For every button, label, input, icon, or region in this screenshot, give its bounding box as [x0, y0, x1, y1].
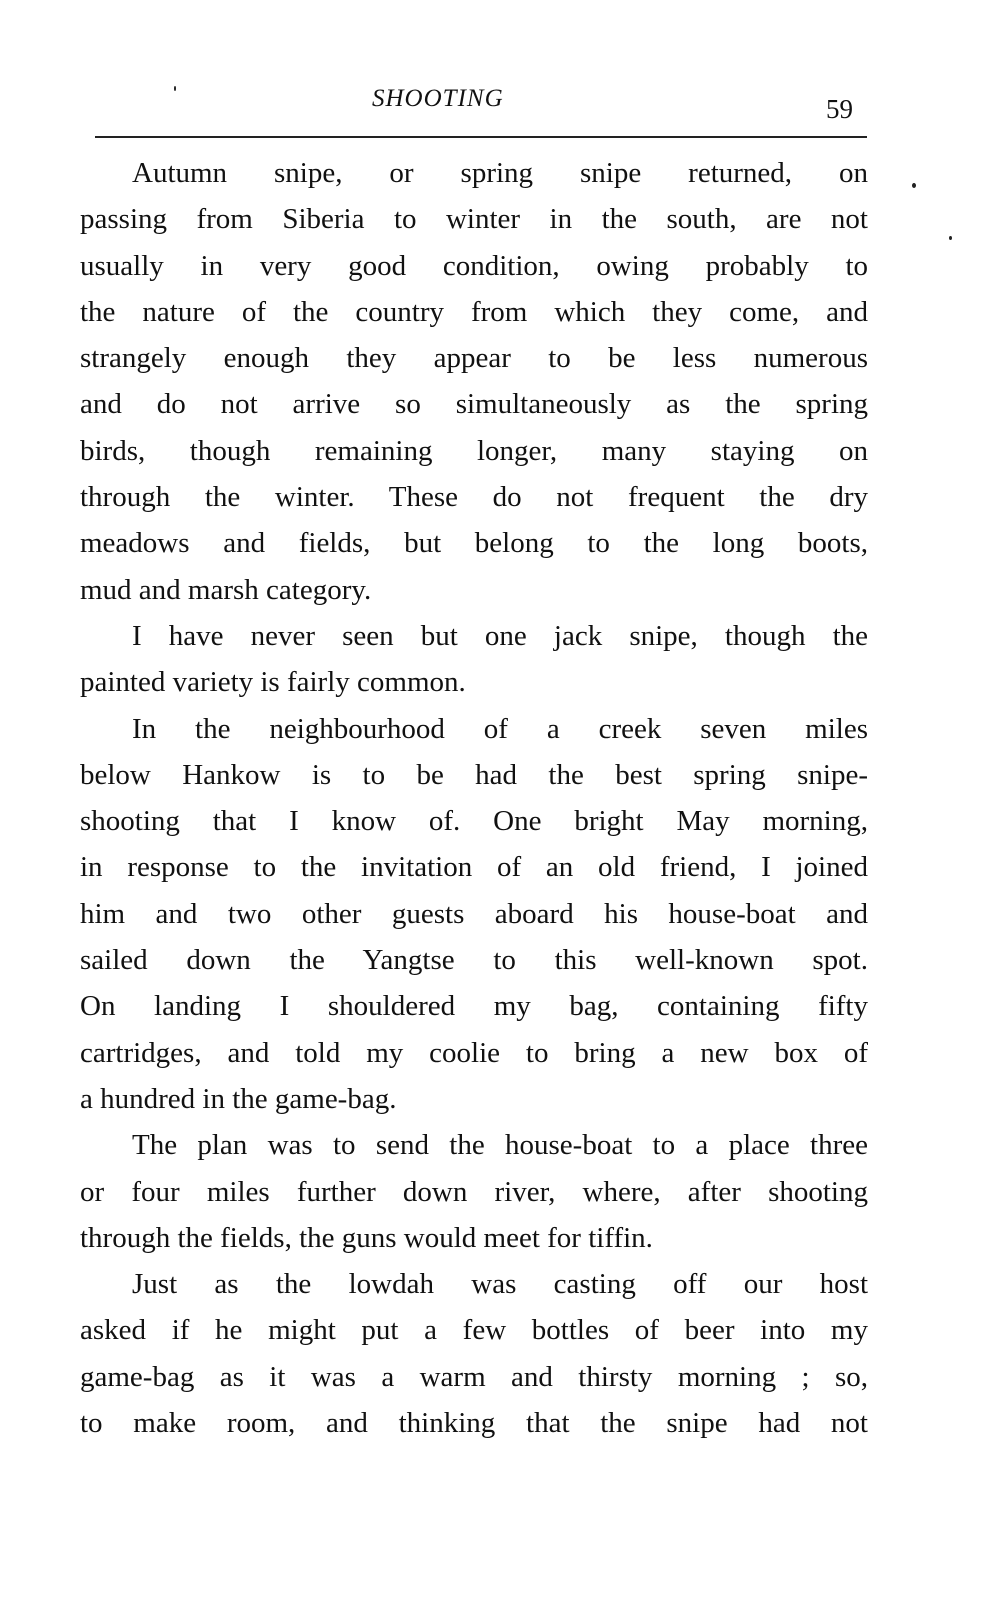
text-line: I have never seen but one jack snipe, though the — [132, 619, 868, 652]
text-line: mud and marsh category. — [80, 573, 372, 606]
paragraph — [80, 150, 868, 613]
page-number: 59 — [826, 94, 853, 124]
text-line: Just as the lowdah was casting off our host — [132, 1268, 868, 1301]
text-line: through the winter. These do not frequent the dry — [80, 481, 868, 514]
text-line: cartridges, and told my coolie to bring a new box of — [80, 1036, 868, 1069]
body-text — [80, 150, 868, 1446]
paragraph — [80, 1261, 868, 1446]
text-line: In the neighbourhood of a creek seven miles — [132, 712, 868, 745]
text-line: in response to the invitation of an old friend, I joined — [80, 851, 868, 884]
paragraph — [80, 613, 868, 706]
print-speck — [949, 236, 952, 240]
text-line: him and two other guests aboard his house-boat and — [80, 897, 868, 930]
text-line: to make room, and thinking that the snipe had not — [80, 1407, 868, 1440]
text-line: the nature of the country from which they come, and — [80, 295, 868, 328]
text-line: shooting that I know of. One bright May morning, — [80, 805, 868, 838]
text-line: birds, though remaining longer, many staying on — [80, 434, 868, 467]
text-line: a hundred in the game-bag. — [80, 1082, 397, 1115]
print-speck — [912, 183, 916, 188]
print-speck — [174, 86, 176, 91]
text-line: passing from Siberia to winter in the south, are not — [80, 203, 868, 236]
running-head — [0, 82, 1000, 122]
text-line: strangely enough they appear to be less numerous — [80, 342, 868, 375]
text-line: below Hankow is to be had the best spring snipe- — [80, 758, 868, 791]
text-line: asked if he might put a few bottles of beer into my — [80, 1314, 868, 1347]
header-rule — [95, 136, 867, 138]
paragraph — [80, 1122, 868, 1261]
text-line: through the fields, the guns would meet for tiffin. — [80, 1221, 653, 1254]
paragraph — [80, 706, 868, 1123]
text-line: sailed down the Yangtse to this well-known spot. — [80, 944, 868, 977]
text-line: and do not arrive so simultaneously as the spring — [80, 388, 868, 421]
text-line: meadows and fields, but belong to the long boots, — [80, 527, 868, 560]
text-line: or four miles further down river, where, after shooting — [80, 1175, 868, 1208]
text-line: The plan was to send the house-boat to a place three — [132, 1129, 868, 1162]
text-line: On landing I shouldered my bag, containing fifty — [80, 990, 868, 1023]
text-line: painted variety is fairly common. — [80, 666, 466, 699]
text-line: Autumn snipe, or spring snipe returned, on — [132, 157, 868, 189]
text-line: usually in very good condition, owing probably to — [80, 249, 868, 282]
running-title: SHOOTING — [372, 85, 504, 112]
text-line: game-bag as it was a warm and thirsty morning ; so, — [80, 1360, 868, 1393]
